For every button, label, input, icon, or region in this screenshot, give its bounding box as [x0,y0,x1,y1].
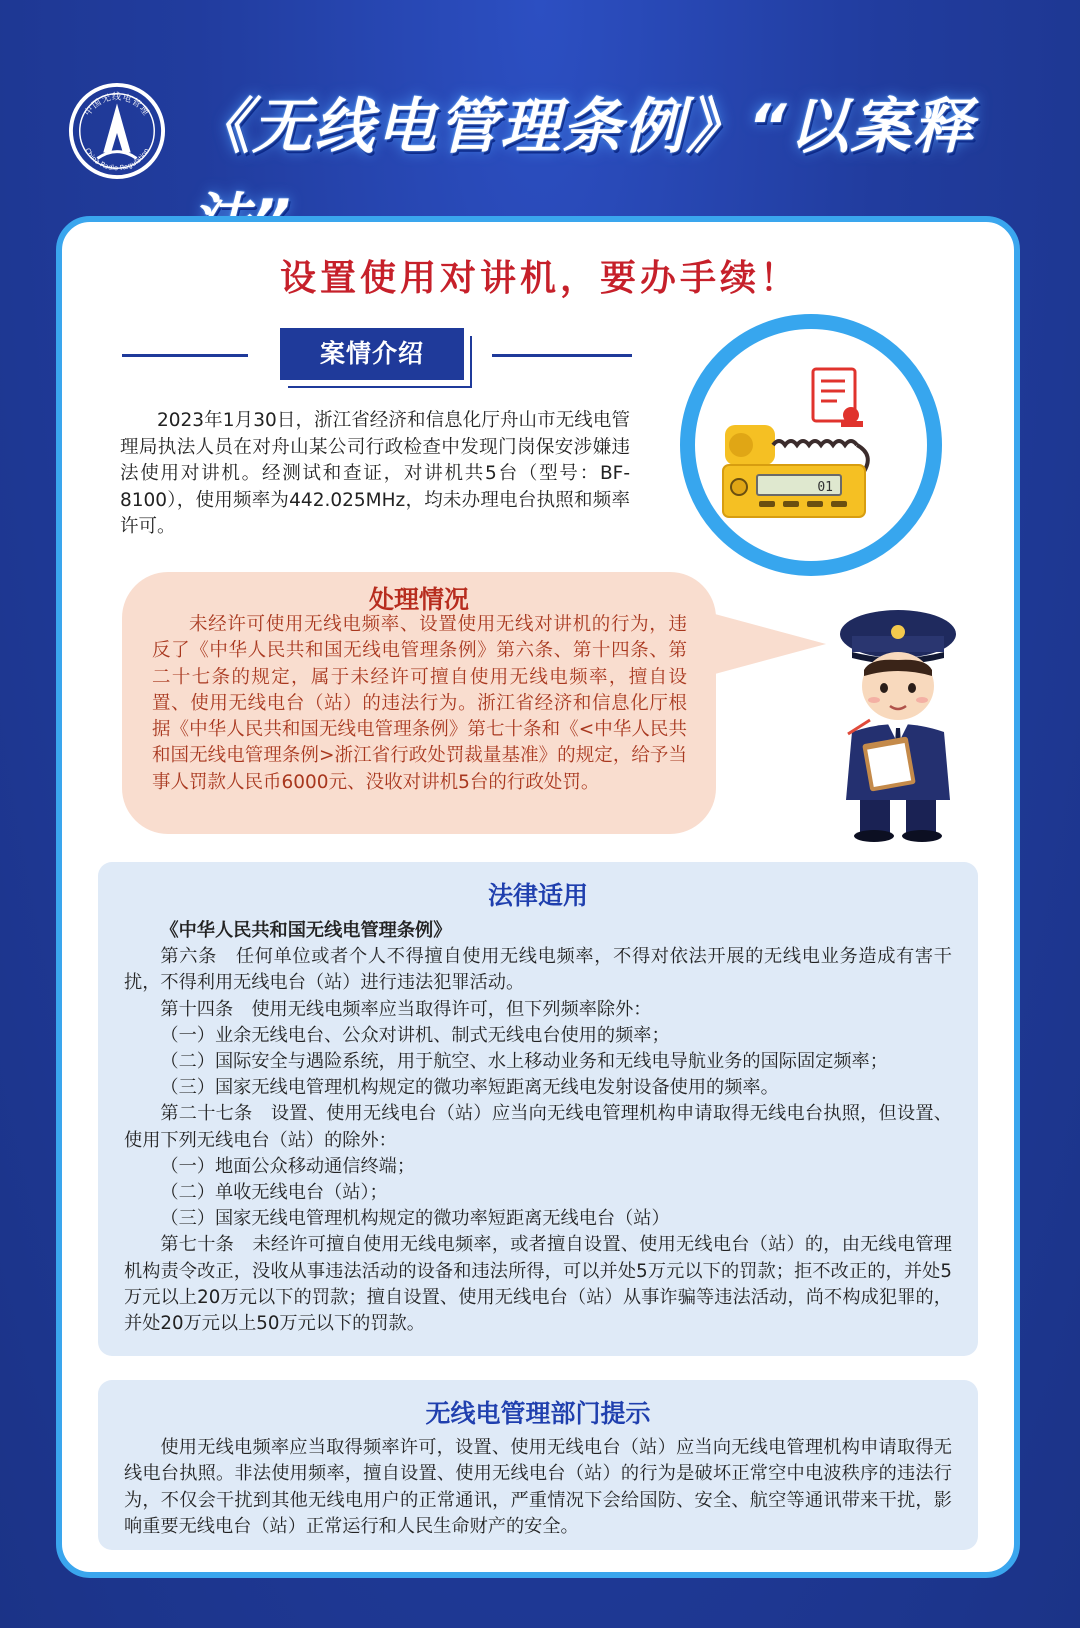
law-heading: 法律适用 [487,881,588,910]
law-article-70: 第七十条 未经许可擅自使用无线电频率，或者擅自设置、使用无线电台（站）的，由无线电管理机构责令改正，没收从事违法活动的设备和违法所得，可以并处5万元以下的罚款；拒不改正的，并处5万元以上20万元以下的罚款；擅自设置、使用无线电台（站）从事诈骗等违法活动，尚不构成犯罪的，并处20万元以上50万元以下的罚款。 [124,1234,952,1335]
law-article-14-item: （三）国家无线电管理机构规定的微功率短距离无线电发射设备使用的频率。 [160,1077,779,1099]
heading-line-right [492,354,632,357]
tips-text: 使用无线电频率应当取得频率许可，设置、使用无线电台（站）应当向无线电管理机构申请取得无线电台执照。非法使用频率，擅自设置、使用无线电台（站）的行为是破坏正常空中电波秩序的违法行为，不仅会干扰到其他无线电用户的正常通讯，严重情况下会给国防、安全、航空等通讯带来干扰，影响重要无线电台（站）正常运行和人民生命财产的安全。 [124,1437,952,1537]
handling-heading: 处理情况 [368,585,469,614]
case-intro-label: 案情介绍 [280,328,464,380]
radio-display-text: 01 [817,480,833,495]
radio-icon [695,329,927,561]
law-article-14-item: （一）业余无线电台、公众对讲机、制式无线电台使用的频率； [160,1024,670,1046]
officer-illustration [818,604,978,844]
law-name: 《中华人民共和国无线电管理条例》 [160,920,452,941]
law-article-27-item: （三）国家无线电管理机构规定的微功率短距离无线电台（站） [160,1208,670,1230]
case-intro-text: 2023年1月30日，浙江省经济和信息化厅舟山市无线电管理局执法人员在对舟山某公司行政检查中发现门岗保安涉嫌违法使用对讲机。经测试和查证，对讲机共5台（型号：BF-8100），使用频率为442.025MHz，均未办理电台执照和频率许可。 [120,410,630,537]
law-text [124,918,952,1337]
logo-text-en: China Radio Regulation [83,146,151,173]
law-article-27-item: （一）地面公众移动通信终端； [160,1155,416,1177]
heading-line-left [122,354,248,357]
law-article-14-item: （二）国际安全与遇险系统，用于航空、水上移动业务和无线电导航业务的国际固定频率； [160,1051,888,1073]
poster-title: 《无线电管理条例》“以案释 [190,92,975,162]
walkie-talkie-illustration [680,314,942,576]
law-article-27: 第二十七条 设置、使用无线电台（站）应当向无线电管理机构申请取得无线电台执照，但设置、使用下列无线电台（站）的除外： [124,1103,952,1151]
law-article-6: 第六条 任何单位或者个人不得擅自使用无线电频率，不得对依法开展的无线电业务造成有害干扰，不得利用无线电台（站）进行违法犯罪活动。 [124,946,952,994]
case-intro-heading [122,328,632,384]
poster-header [0,70,1080,180]
poster-subtitle: 设置使用对讲机，要办手续！ [279,257,800,299]
law-article-27-item: （二）单收无线电台（站）； [160,1182,388,1204]
tips-heading: 无线电管理部门提示 [425,1399,651,1428]
handling-text: 未经许可使用无线电频率、设置使用无线对讲机的行为，违反了《中华人民共和国无线电管理条例》第六条、第十四条、第二十七条的规定，属于未经许可擅自使用无线电频率，擅自设置、使用无线电台（站）的违法行为。浙江省经济和信息化厅根据《中华人民共和国无线电管理条例》第七十条和《<中华人民共和国无线电管理条例>浙江省行政处罚裁量基准》的规定，给予当事人罚款人民币6000元、没收对讲机5台的行政处罚。 [152,614,687,793]
logo-text-cn: 中国无线电管理 [83,92,151,119]
radio-regulation-logo [68,82,166,180]
law-article-14: 第十四条 使用无线电频率应当取得许可，但下列频率除外： [160,998,652,1020]
speech-bubble-tail [700,610,826,678]
